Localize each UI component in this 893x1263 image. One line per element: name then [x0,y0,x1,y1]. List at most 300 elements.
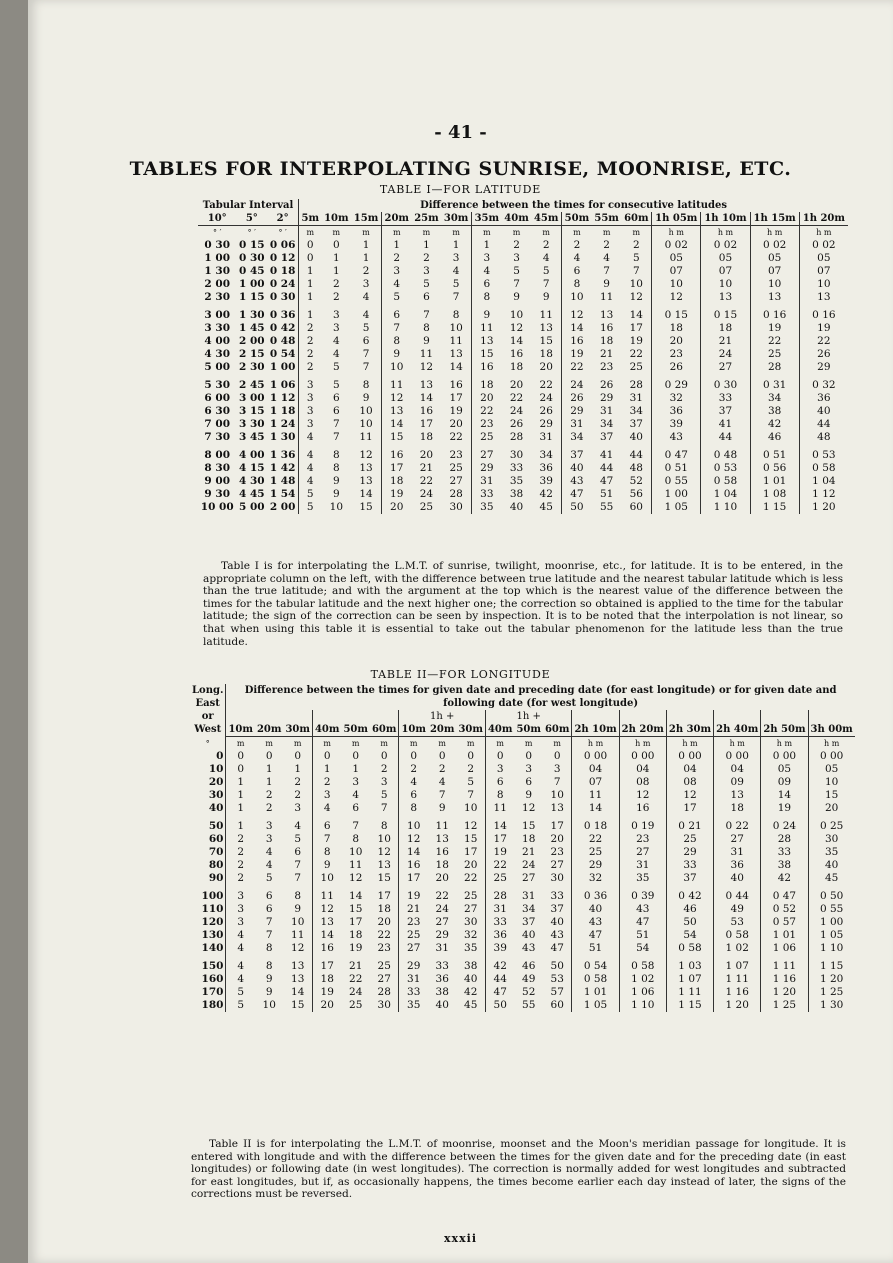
table1-row [198,462,848,475]
table2-cell: 1 07 [666,973,713,986]
table2-col-head: 2h 30m [666,723,713,737]
table2-cell: 45 [464,999,478,1011]
table2-cell: 8 [485,789,514,802]
table2-cell: 29 [666,846,713,859]
table1-cell: 24 [419,488,434,500]
table2-cell: 1 [352,763,360,775]
table1-unit: ° ′ [213,228,222,237]
table1-cell: 0 30 [701,379,750,392]
table2-cell: 36 [714,859,761,872]
table2-cell: 54 [666,929,713,942]
table1-unit: m [562,226,592,240]
table2-row [190,890,855,903]
table2-cell: 57 [550,986,564,998]
table1-cell: 10 [701,278,750,291]
table1-row [198,431,848,444]
table2-cell: 40 [522,929,536,941]
table1-unit: h m [799,226,848,240]
table1-cell: 23 [599,361,614,373]
table1-cell: 33 [701,392,750,405]
table2-cell: 51 [619,929,666,942]
table2-cell: 24 [522,859,536,871]
table1-cell: 7 00 [204,418,230,430]
table1-row [198,449,848,462]
table2-cell: 6 [312,820,341,833]
table1-cell: 3 [471,252,501,265]
table1-row [198,475,848,488]
table1-cell: 05 [799,252,848,265]
table2-explanation-text: Table II is for interpolating the L.M.T. of moonrise, moonset and the Moon's meridian passage for longitude. It is entered with longitude and with the difference between the times for the given date and for the preceding date (in east longitudes) or following date (in west longitudes). The correction is normally added for west longitudes and subtracted for east longitudes, but if, as occasionally happens, the times become earlier each day instead of later, the signs of the corrections must be reversed. [191,1138,846,1201]
table2-cell: 7 [294,872,302,884]
table1-cell: 25 [750,348,799,361]
table1-cell: 26 [599,379,614,391]
table2-cell: 17 [349,916,363,928]
table1-cell: 37 [599,431,614,443]
table2-cell: 2 [226,833,255,846]
table2-cell: 1 [312,763,341,776]
table2-cell: 1 02 [619,973,666,986]
table2-unit: m [485,737,514,751]
table2-cell: 29 [399,960,428,973]
table1-cell: 16 [599,322,614,334]
table2-cell: 4 [294,820,302,832]
table1-cell: 07 [799,265,848,278]
table1-cell: 9 [362,392,370,404]
table1-cell: 15 [359,501,373,513]
table2-cell: 3 [226,890,255,903]
table1-cell: 3 [299,379,322,392]
table2-row [190,960,855,973]
table1-cell: 4 [333,348,340,360]
table1-cell: 4 15 [239,462,265,474]
table2-cell: 1 20 [761,986,808,999]
table2-cell: 17 [666,802,713,815]
table1-cell: 1 [299,278,322,291]
table2-cell: 10 [208,763,224,775]
table2-cell: 0 58 [572,973,619,986]
table1-cell: 4 [299,462,322,475]
table1-cell: 1 00 [269,361,296,373]
table1-cell: 1 15 [750,501,799,514]
table2-cell: 25 [485,872,514,885]
table2-cell: 49 [714,903,761,916]
table1-cell: 4 00 [204,335,230,347]
table1-cell: 1 54 [269,488,296,500]
table1-cell: 36 [652,405,701,418]
table2-cell: 11 [572,789,619,802]
table1-cell: 20 [449,418,463,430]
table2-cell: 7 [553,776,561,788]
table1-col-head: 1h 10m [701,212,750,226]
table2-cell: 9 [438,802,446,814]
table2-cell: 12 [312,903,341,916]
table1-cell: 2 [333,291,340,303]
table1-cell: 10 [449,322,463,334]
table2-cell: 1 01 [761,929,808,942]
table2-cell: 5 [294,833,302,845]
table1-cell: 34 [539,449,553,461]
table2-cell: 3 [485,763,514,776]
table2-cell: 0 57 [761,916,808,929]
table2-cell: 2 [399,763,428,776]
table2-cell: 10 [291,916,305,928]
table1-cell: 56 [629,488,643,500]
table2-cell: 09 [714,776,761,789]
table1-unit: m [471,226,501,240]
table1-cell: 5 [632,252,640,264]
table1-cell: 0 30 [204,239,230,251]
table2-cell: 40 [714,872,761,885]
table1-row [198,309,848,322]
table1-cell: 25 [629,361,643,373]
table2-row [190,999,855,1012]
table2-cell: 150 [201,960,224,972]
table1-cell: 28 [629,379,643,391]
table2-col-head: 3h 00m [808,723,855,737]
table1-unit: m [362,228,370,237]
table2-cell: 130 [201,929,224,941]
table1-cell: 25 [449,462,463,474]
table1-cell: 0 56 [750,462,799,475]
table2-unit: m [380,739,388,748]
table1-cell: 22 [449,431,463,443]
table1-cell: 2 45 [239,379,265,391]
table1-cell: 6 [562,265,592,278]
table2-cell: 70 [208,846,224,858]
table1-cell: 0 30 [239,252,265,264]
table2-cell: 10 [550,789,564,801]
table1-cell: 3 [333,322,340,334]
table2-cell: 0 58 [714,929,761,942]
table1-cell: 07 [652,265,701,278]
table2-cell: 40 [464,973,478,985]
table1-cell: 22 [471,405,501,418]
table1-cell: 4 30 [204,348,230,360]
table1-cell: 27 [449,475,463,487]
table1-unit: m [452,228,460,237]
table1-cell: 1 10 [701,501,750,514]
table2-cell: 1 25 [761,999,808,1012]
table1-col-head: 5° [236,212,267,226]
table1-cell: 0 16 [799,309,848,322]
table1-cell: 11 [471,322,501,335]
table2-cell: 38 [761,859,808,872]
table2-cell: 17 [485,833,514,846]
table1-cell: 19 [629,335,643,347]
table1-col-head: 1h 20m [799,212,848,226]
table1-cell: 34 [599,418,614,430]
table1-col-head: 10m [322,212,352,226]
table2-cell: 3 [553,763,561,775]
table2-cell: 0 [525,750,533,762]
table2-cell: 4 [312,802,341,815]
table1-cell: 7 [333,418,340,430]
table1-cell: 5 [333,379,340,391]
table2-col-head: 60m [370,723,399,737]
table1-cell: 29 [539,418,553,430]
table2-cell: 25 [464,890,478,902]
table2-cell: 47 [485,986,514,999]
table1-cell: 6 00 [204,392,230,404]
table1-cell: 0 29 [652,379,701,392]
table1-cell: 40 [509,501,524,513]
table1-cell: 0 55 [652,475,701,488]
table2-cell: 4 [438,776,446,788]
table1-cell: 1 [362,252,370,264]
table1-cell: 3 [452,252,460,264]
table1-cell: 5 [299,501,322,514]
table2-cell: 3 [294,802,302,814]
table1-cell: 15 [539,335,553,347]
table1-cell: 7 [452,291,460,303]
table1-cell: 28 [750,361,799,374]
table2-unit: h m [714,737,761,751]
table2-cell: 1 11 [714,973,761,986]
table1-cell: 43 [562,475,592,488]
table2-cell: 12 [619,789,666,802]
table1-cell: 22 [562,361,592,374]
table2-cell: 17 [312,960,341,973]
table1-cell: 3 [299,418,322,431]
table2-unit: m [293,739,302,748]
table2-cell: 23 [619,833,666,846]
table1-cell: 16 [449,379,463,391]
table1-col-head: 30m [441,212,471,226]
table1-cell: 12 [359,449,373,461]
table1-cell: 2 [299,335,322,348]
table2-unit: m [399,737,428,751]
table1-cell: 10 [652,278,701,291]
table2-cell: 36 [485,929,514,942]
table2-cell: 90 [208,872,224,884]
table2-cell: 0 39 [619,890,666,903]
table1-cell: 1 04 [799,475,848,488]
table2-cell: 1 01 [572,986,619,999]
table1-cell: 55 [599,501,614,513]
table2-cell: 34 [522,903,536,915]
table1-cell: 11 [599,291,614,303]
table2-cell: 11 [312,890,341,903]
table2-cell: 35 [464,942,478,954]
table2-cell: 16 [399,859,428,872]
table2-cell: 44 [485,973,514,986]
table1-cell: 4 45 [239,488,265,500]
table1-cell: 4 00 [239,449,265,461]
table1-cell: 12 [629,291,643,303]
table2-cell: 2 [294,776,302,788]
table1-cell: 27 [701,361,750,374]
table1-cell: 17 [381,462,411,475]
table1-cell: 0 36 [269,309,296,321]
table1-cell: 18 [539,348,553,360]
table2-cell: 2 [467,763,475,775]
table1-cell: 3 15 [239,405,265,417]
table2-cell: 20 [808,802,855,815]
table1-cell: 05 [701,252,750,265]
table1-cell: 5 [333,361,340,373]
table2-cell: 1 16 [714,986,761,999]
table2-cell: 0 [216,750,224,762]
table1-cell: 21 [701,335,750,348]
table2-cell: 14 [572,802,619,815]
table1-col-head: 35m [471,212,501,226]
table1-explanation-text: Table I is for interpolating the L.M.T. of sunrise, twilight, moonrise, etc., for latitude. It is to be entered, in the appropriate column on the left, with the difference between true latitude and the nearest tabular latitude which is less than the true latitude; and with the argument at the top which is the nearest value of the difference between the times for the tabular latitude and the next higher one; the correction so obtained is applied to the time for the tabular latitude; the sign of the correction can be seen by inspection. It is to be noted that the interpolation is not linear, so that when using this table it is essential to take out the tabular phenomenon for the latitude less than the true latitude. [203,560,843,648]
table1-cell: 1 42 [269,462,296,474]
table2-col-head: 20m [256,724,282,735]
table1-col-head: 1h 15m [750,212,799,226]
table2-cell: 0 [312,750,341,763]
table1-cell: 29 [599,392,614,404]
table2-cell: 33 [666,859,713,872]
table2-cell: 16 [619,802,666,815]
table2-row [190,942,855,955]
table1-cell: 7 [381,322,411,335]
table1-cell: 44 [799,418,848,431]
table1-cell: 1 36 [269,449,296,461]
table1-cell: 3 [333,309,340,321]
table1-cell: 7 [513,278,520,290]
table2-cell: 20 [464,859,478,871]
table2-cell: 18 [714,802,761,815]
table1-cell: 17 [449,392,463,404]
table1-right-header: Difference between the times for consecutive latitudes [299,199,848,212]
table2-cell: 30 [550,872,564,884]
table2-cell: 47 [572,929,619,942]
table2-cell: 14 [291,986,305,998]
table2-cell: 20 [208,776,224,788]
table1-cell: 4 [362,291,370,303]
table1-cell: 3 30 [204,322,230,334]
table2-cell: 40 [572,903,619,916]
table1-cell: 0 54 [269,348,296,360]
table1-cell: 0 51 [652,462,701,475]
table2-cell: 33 [761,846,808,859]
table1-cell: 07 [701,265,750,278]
table1-cell: 5 00 [204,361,230,373]
table1-cell: 2 [333,278,340,290]
table1-cell: 21 [419,462,434,474]
table1-cell: 6 [333,392,340,404]
table2-cell: 19 [312,986,341,999]
table2-cell: 7 [438,789,446,801]
table1-cell: 7 [423,309,430,321]
table1-cell: 1 30 [239,309,265,321]
table2-cell: 47 [550,942,564,954]
table1-cell: 0 48 [701,449,750,462]
table2-row [190,872,855,885]
table2-cell: 120 [201,916,224,928]
table1-row [198,278,848,291]
table2-unit: h m [666,737,713,751]
table2-cell: 13 [291,973,305,985]
table1-cell: 3 [299,392,322,405]
table1-cell: 11 [359,431,373,443]
table2-cell: 30 [377,999,391,1011]
table1-cell: 18 [701,322,750,335]
table2-cell: 4 [265,846,273,858]
table2-col-head: 2h 50m [761,723,808,737]
table2-cell: 9 [525,789,533,801]
table2-cell: 11 [485,802,514,815]
table1-row [198,335,848,348]
table2-cell: 9 [312,859,341,872]
table1-cell: 11 [539,309,553,321]
table1-cell: 1 [299,265,322,278]
table1-row [198,361,848,374]
table1-cell: 47 [599,475,614,487]
table2-row [190,929,855,942]
table1-cell: 4 [562,252,592,265]
table2-unit: h m [619,737,666,751]
table2-cell: 36 [435,973,449,985]
table2-cell: 0 [294,750,302,762]
table2-cell: 4 [265,859,273,871]
table2-super-head-empty [808,710,855,723]
table2-cell: 7 [265,929,273,941]
table1-cell: 13 [539,322,553,334]
table1-cell: 8 [333,449,340,461]
table1-cell: 10 [329,501,344,513]
table1-cell: 29 [471,462,501,475]
table1-cell: 0 51 [750,449,799,462]
table2-cell: 18 [349,929,363,941]
table2-cell: 3 [226,916,255,929]
table2-cell: 2 [438,763,446,775]
table2-cell: 46 [666,903,713,916]
table2-col-head: 10m [226,723,255,737]
table1-unit: ° ′ [278,228,287,237]
table2-cell: 5 [467,776,475,788]
table1-cell: 20 [419,449,434,461]
table2-cell: 2 [312,776,341,789]
table2-cell: 52 [522,986,536,998]
table2-cell: 18 [312,973,341,986]
table1-cell: 2 [299,322,322,335]
table2-cell: 28 [485,890,514,903]
table1-cell: 05 [750,252,799,265]
table1-cell: 0 45 [239,265,265,277]
table2-cell: 31 [714,846,761,859]
table2-cell: 22 [464,872,478,884]
table2-cell: 28 [377,986,391,998]
table1-cell: 10 [562,291,592,304]
table1-cell: 5 [542,265,550,277]
table1-cell: 9 [333,475,340,487]
table2-cell: 0 22 [714,820,761,833]
table2-cell: 170 [201,986,224,998]
table2-cell: 13 [312,916,341,929]
table1-cell: 3 30 [239,418,265,430]
table2-cell: 50 [550,960,564,972]
table1-cell: 1 [423,239,430,251]
table1-col-head: 1h 05m [652,212,701,226]
table1-cell: 13 [471,335,501,348]
table2-cell: 23 [550,846,564,858]
table1-cell: 13 [701,291,750,304]
table1-cell: 2 00 [239,335,265,347]
table2-cell: 6 [352,802,360,814]
table2-cell: 10 [262,999,276,1011]
table2-super-head-empty [619,710,666,723]
table1-cell: 2 [562,239,592,252]
table1-cell: 34 [750,392,799,405]
table2-cell: 1 06 [619,986,666,999]
table1-cell: 40 [799,405,848,418]
table2-cell: 2 [226,872,255,885]
table2-row [190,903,855,916]
table2-cell: 12 [464,820,478,832]
table1-cell: 9 [542,291,550,303]
